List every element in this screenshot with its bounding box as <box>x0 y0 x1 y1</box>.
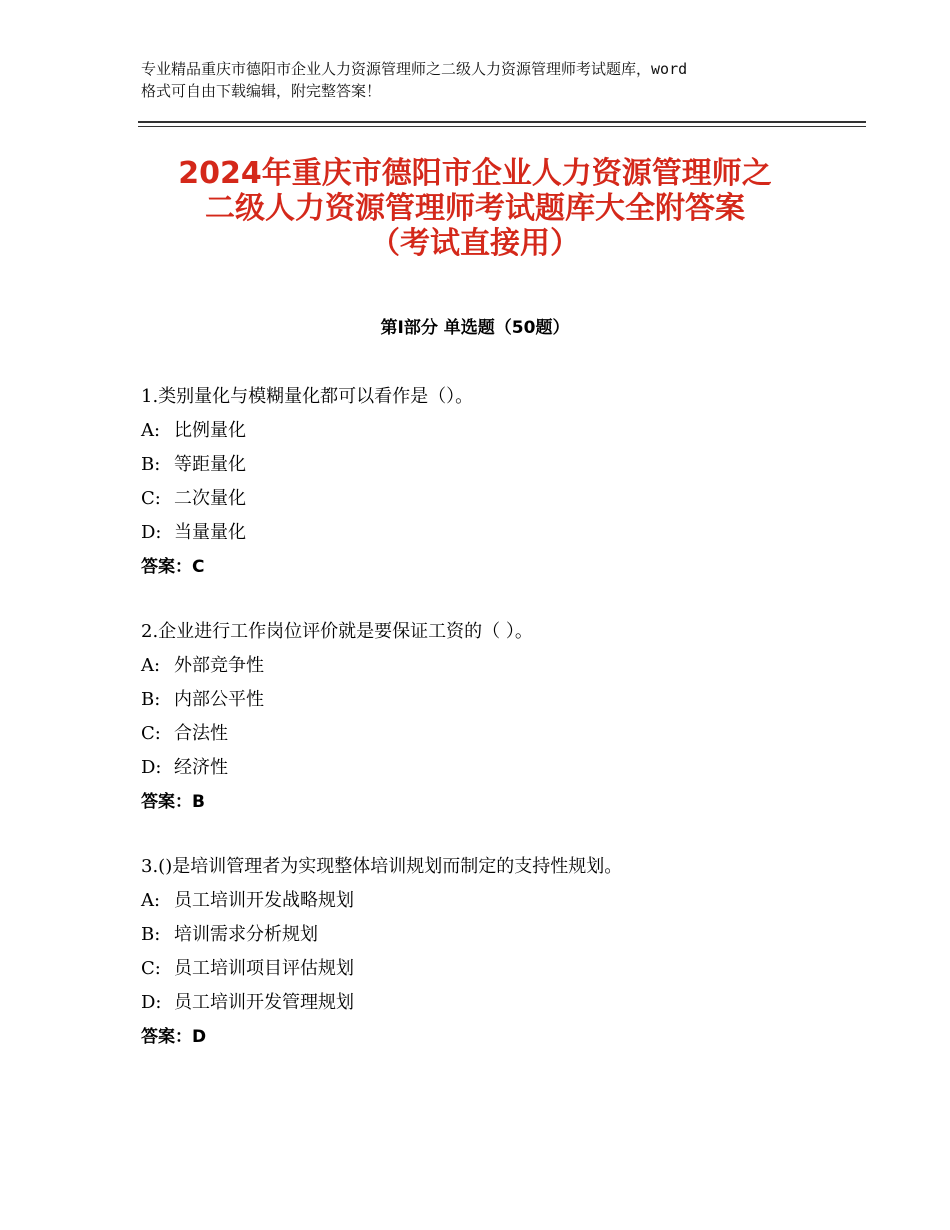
option-text: 二次量化 <box>174 488 246 509</box>
option-b <box>141 451 861 485</box>
option-text: 比例量化 <box>174 420 246 441</box>
question-3 <box>141 853 861 1057</box>
question-text: 1.类别量化与模糊量化都可以看作是（）。 <box>141 386 474 407</box>
header-note <box>141 58 841 102</box>
option-letter: B: <box>141 924 161 945</box>
option-c <box>141 485 861 519</box>
option-text: 内部公平性 <box>174 689 264 710</box>
option-text: 员工培训项目评估规划 <box>174 958 354 979</box>
question-2 <box>141 618 861 822</box>
question-list <box>141 383 861 1088</box>
option-letter: B: <box>141 689 161 710</box>
header-note-line-1: 专业精品重庆市德阳市企业人力资源管理师之二级人力资源管理师考试题库，word <box>141 60 688 78</box>
option-text: 员工培训开发管理规划 <box>174 992 354 1013</box>
option-a <box>141 887 861 921</box>
option-a <box>141 417 861 451</box>
title-line-1: 2024年重庆市德阳市企业人力资源管理师之 <box>178 156 772 191</box>
answer: 答案：C <box>141 557 205 577</box>
option-b <box>141 686 861 720</box>
option-a <box>141 652 861 686</box>
option-text: 等距量化 <box>174 454 246 475</box>
section-heading: 第Ⅰ部分 单选题（50题） <box>380 318 570 338</box>
option-d <box>141 519 861 553</box>
option-letter: A: <box>141 890 161 911</box>
option-letter: D: <box>141 992 162 1013</box>
option-b <box>141 921 861 955</box>
option-c <box>141 955 861 989</box>
option-letter: C: <box>141 488 161 509</box>
option-letter: C: <box>141 723 161 744</box>
option-letter: D: <box>141 522 162 543</box>
option-text: 员工培训开发战略规划 <box>174 890 354 911</box>
option-d <box>141 989 861 1023</box>
document-title <box>110 156 840 261</box>
option-text: 合法性 <box>174 723 228 744</box>
option-letter: C: <box>141 958 161 979</box>
header-divider-thin <box>138 126 866 127</box>
answer: 答案：B <box>141 792 205 812</box>
option-text: 当量量化 <box>174 522 246 543</box>
title-line-3: （考试直接用） <box>370 226 580 261</box>
option-letter: B: <box>141 454 161 475</box>
header-divider <box>138 121 866 123</box>
question-1 <box>141 383 861 587</box>
option-letter: A: <box>141 420 161 441</box>
option-letter: A: <box>141 655 161 676</box>
option-text: 培训需求分析规划 <box>174 924 318 945</box>
option-d <box>141 754 861 788</box>
option-text: 外部竞争性 <box>174 655 264 676</box>
option-letter: D: <box>141 757 162 778</box>
question-text: 3.()是培训管理者为实现整体培训规划而制定的支持性规划。 <box>141 856 623 877</box>
header-note-line-2: 格式可自由下载编辑，附完整答案！ <box>141 82 382 100</box>
option-text: 经济性 <box>174 757 228 778</box>
question-text: 2.企业进行工作岗位评价就是要保证工资的（ ）。 <box>141 621 533 642</box>
title-line-2: 二级人力资源管理师考试题库大全附答案 <box>205 191 745 226</box>
option-c <box>141 720 861 754</box>
answer: 答案：D <box>141 1027 207 1047</box>
